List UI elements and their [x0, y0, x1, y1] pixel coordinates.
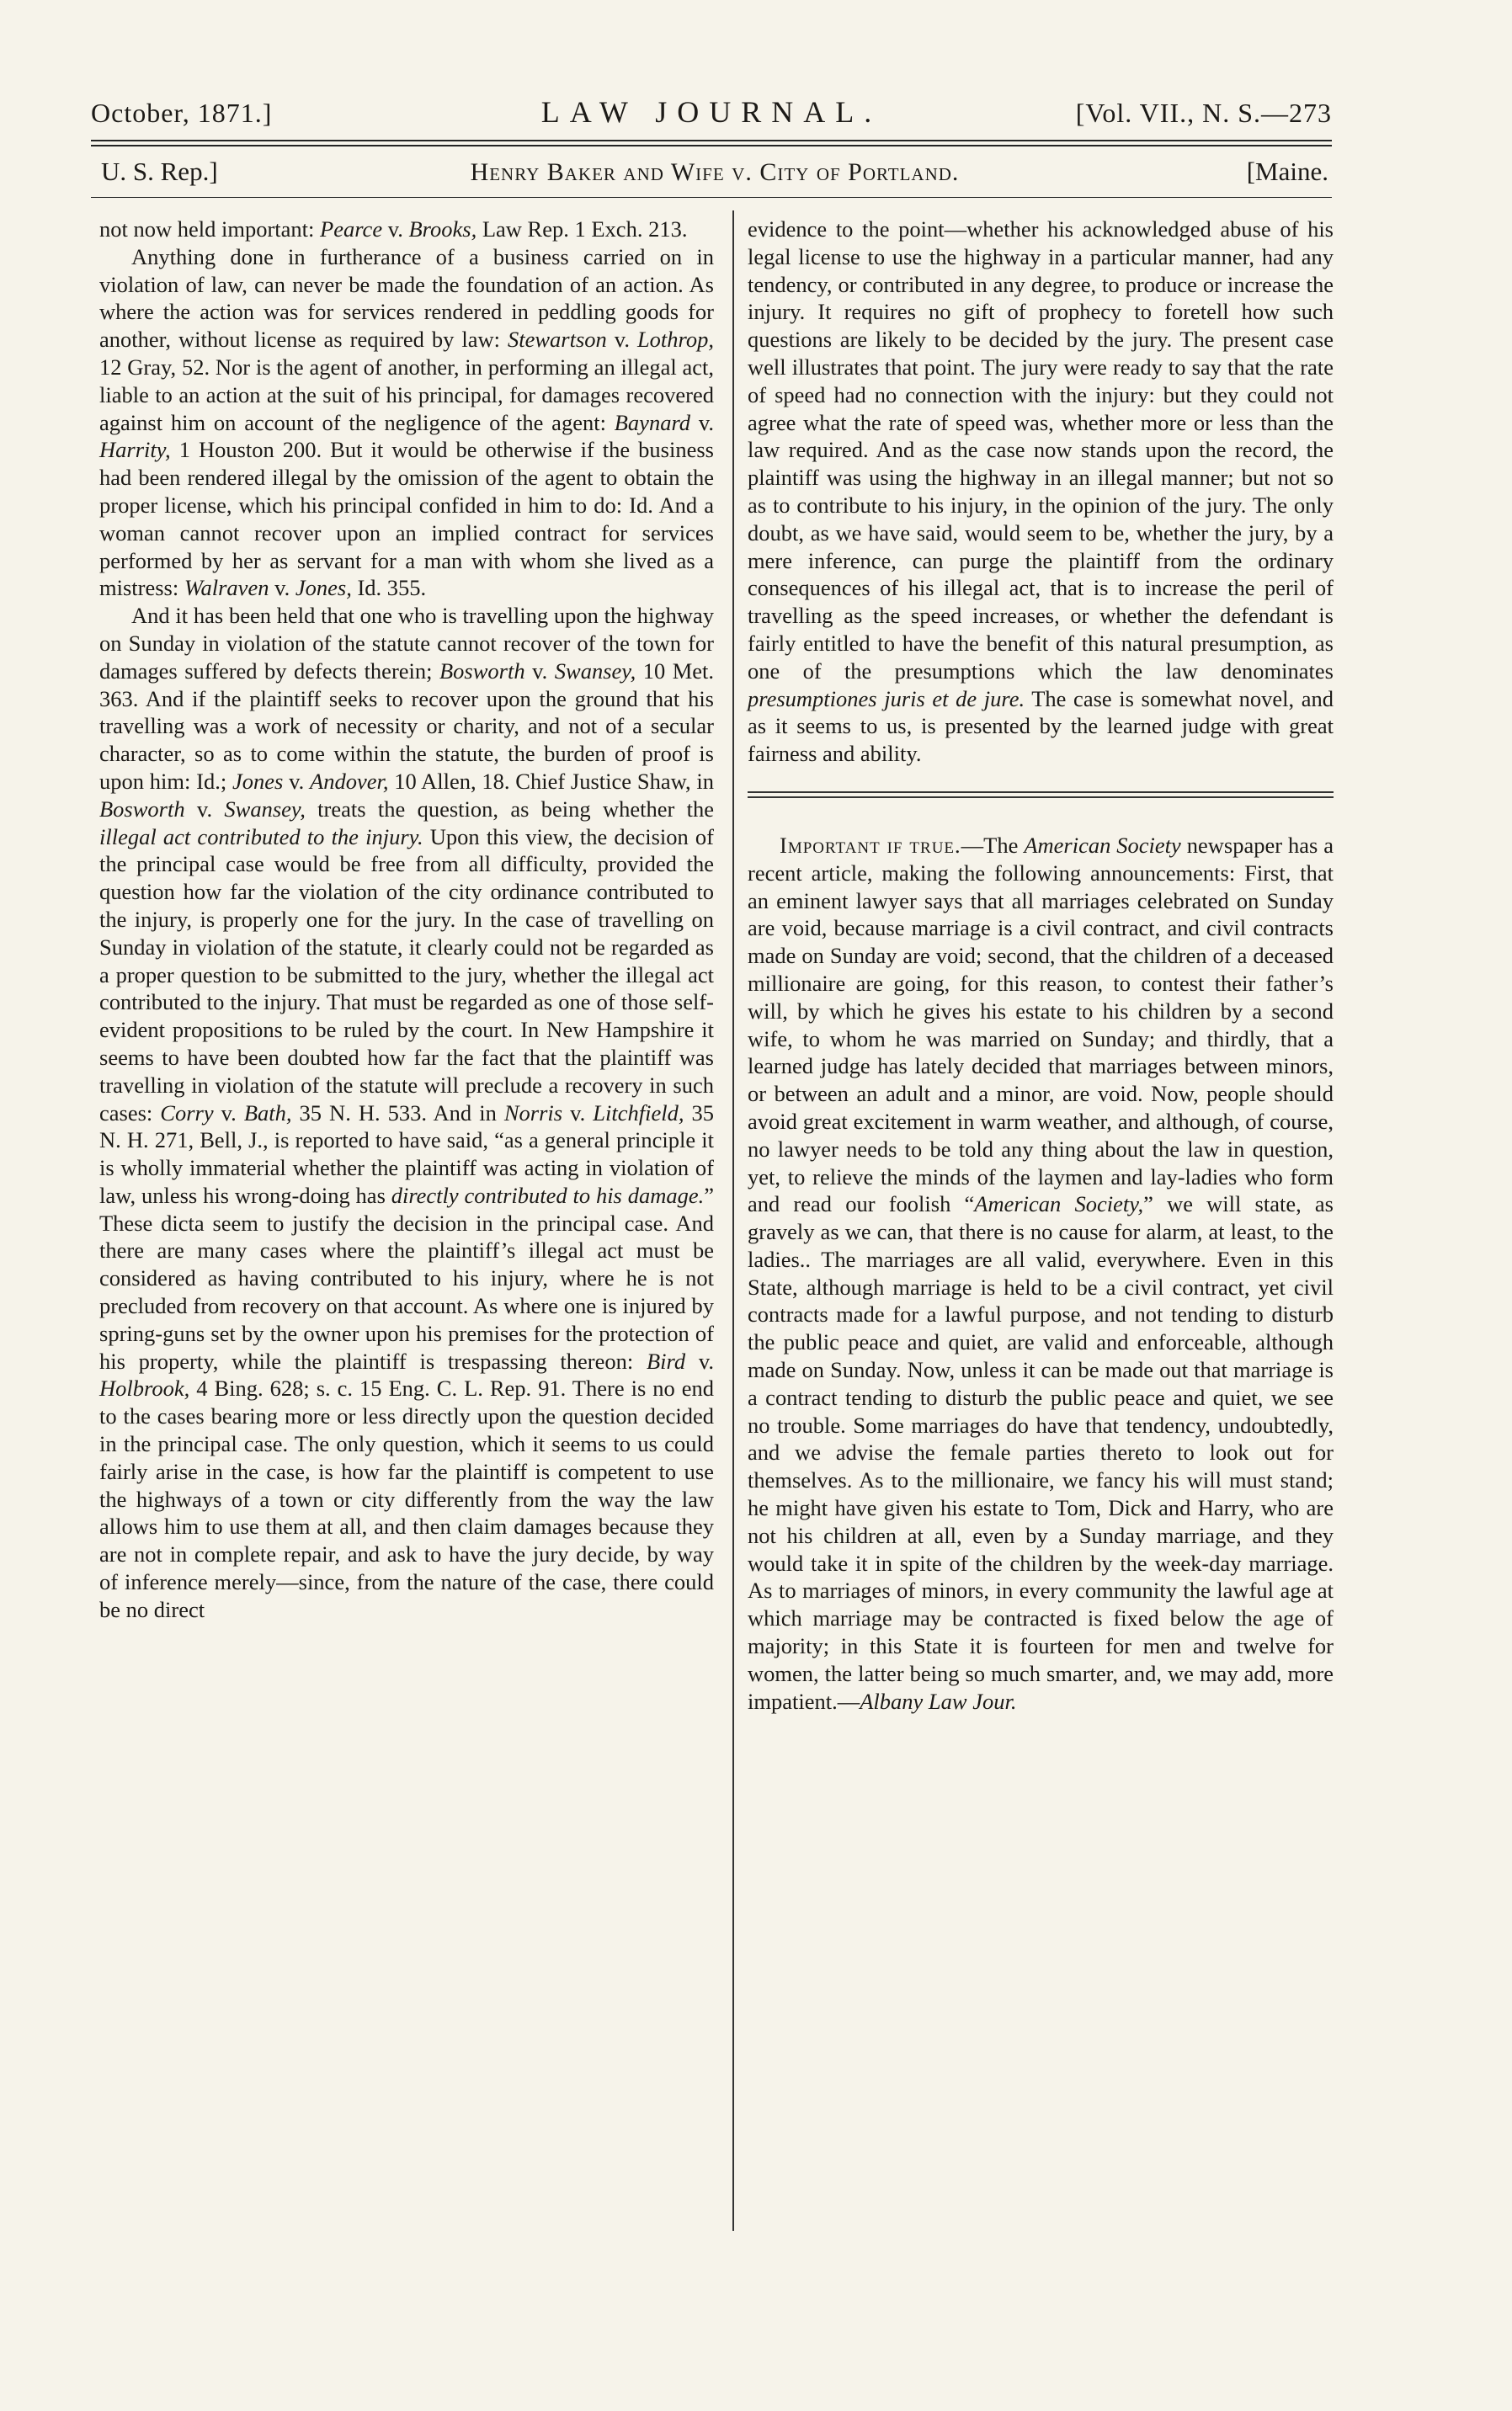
text-run: v. [283, 768, 311, 794]
case-name: Jones, [295, 575, 352, 601]
text-run: 10 Allen, 18. Chief Justice Shaw, in [388, 768, 715, 794]
text-run: 4 Bing. 628; s. c. 15 Eng. C. L. Rep. 91. There is no end to the cases bearing more or less directly upon the question decided in the principal case. The only question, which it seems to us could fairly arise in the case, is how far the plaintiff is competent to use the highways of a town or city differently from the way the law allows him to use them at all, and then claim damages because they are not in complete repair, and ask to have the jury decide, by way of inference merely—since, from the nature of the case, there could be no direct [99, 1376, 714, 1622]
case-name: Bird [646, 1348, 686, 1374]
header-rule-top [91, 140, 1332, 141]
emphasis: illegal act contributed to the injury. [99, 823, 423, 849]
text-run: Upon this view, the decision of the principal case would be free from all difficulty, provided the question how far the violation of the city ordinance contributed to the injury, is properly one for the jury. In the case of travelling on Sunday in violation of the statute, it clearly could not be regarded as a proper question to be submitted to the jury, whether the illegal act contributed to the injury. That must be regarded as one of those self-evident propositions to be ruled by the court. In New Hampshire it seems to have been doubted how far the fact that the plaintiff was travelling in violation of the statute will preclude a recovery in such cases: [99, 823, 714, 1126]
case-court: U. S. Rep.] [101, 157, 218, 186]
text-run: v. [382, 216, 409, 242]
text-run: treats the question, as being whether the [305, 796, 715, 822]
text-run: not now held important: [99, 216, 321, 242]
case-name: Bosworth [99, 796, 185, 822]
text-run: Law Rep. 1 Exch. 213. [476, 216, 688, 242]
text-run: evidence to the point—whether his acknowledged abuse of his legal license to use the highway in a particular manner, had any tendency, or contributed in any degree, to produce or increase the injury. It requires no gift of prophecy to foretell how such questions are likely to be decided by the jury. The present case well illustrates that point. The jury were ready to say that the rate of speed had no connection with the injury: but they could not agree what the rate of speed was, whether more or less than the law required. And as the case now stands upon the record, the plaintiff was using the highway in an illegal manner; but not so as to contribute to his injury, in the opinion of the jury. The only doubt, as we have said, would seem to be, whether the jury, by a mere inference, can purge the plaintiff from the ordinary consequences of his illegal act, that is to increase the peril of travelling as the speed increases, or whether the defendant is fairly entitled to have the benefit of this natural presumption, as one of the presumptions which the law denominates [748, 216, 1334, 684]
text-run: v. [690, 409, 714, 435]
text-run: v. [685, 1348, 715, 1374]
case-name: Pearce [320, 216, 383, 242]
publication-name: American Society, [974, 1191, 1144, 1217]
text-run: The case is somewhat novel, and as it seems to us, is presented by the learned judge with great fairness and ability. [748, 685, 1334, 767]
case-name: Walraven [184, 575, 269, 601]
text-run: 35 N. H. 271, Bell, J., is reported to have said, “as a general principle it is wholly immaterial whether the plaintiff was acting in violation of law, unless his wrong-doing has [99, 1099, 715, 1208]
text-run: Anything done in furtherance of a business carried on in violation of law, can never be made the foundation of an action. As where the action was for services rendered in peddling goods for another, without license as required by law: [99, 243, 714, 353]
latin-phrase: presumptiones juris et de jure. [748, 685, 1025, 711]
text-run: —The [961, 832, 1025, 858]
paragraph-illegal-business [99, 243, 714, 602]
article-title: Important if true. [780, 832, 961, 858]
paragraph-sunday-travel [99, 602, 714, 1623]
case-name: Swansey, [224, 796, 306, 822]
case-name: Andover, [310, 768, 389, 794]
text-run: ” These dicta seem to justify the decision in the principal case. And there are many cases where the plaintiff’s illegal act must be considered as having contributed to his injury, where he is not precluded from recovery on that account. As where one is injured by spring-guns set by the owner upon his premises for the protection of his property, while the plaintiff is trespassing thereon: [99, 1182, 714, 1374]
text-run: ” we will state, as gravely as we can, that there is no cause for alarm, at least, to the ladies.. The marriages are all valid, everywhere. Even in this State, although marriage is held to be a civil contract, yet civil contracts made for a lawful purpose, and not tending to disturb the public peace and quiet, are valid and enforceable, although made on Sunday. Now, unless it can be made out that marriage is a contract tending to disturb the public peace and quiet, we see no trouble. Some marriages do have that tendency, undoubtedly, and we advise the female parties thereto to look out for themselves. As to the millionaire, we fancy his will must stand; he might have given his estate to Tom, Dick and Harry, who are not his children at all, even by a Sunday marriage, and they would take it in spite of the children by the week-day marriage. As to marriages of minors, in every community the lawful age at which marriage may be contracted is fixed below the age of majority; in this State it is fourteen for men and twelve for women, the latter being so much smarter, and, we may add, more impatient.— [748, 1191, 1334, 1714]
left-column [99, 216, 714, 1624]
case-name: Litchfield, [593, 1099, 684, 1126]
case-name: Bath, [243, 1099, 292, 1126]
case-title: Henry Baker and Wife v. City of Portland. [470, 158, 960, 186]
case-name: Stewartson [508, 327, 607, 353]
text-run: 12 Gray, 52. Nor is the agent of another, in performing an illegal act, liable to an action at the suit of his principal, for damages recovered against him on account of the negligence of the agent: [99, 354, 714, 435]
text-run: newspaper has a recent article, making the following announcements: First, that an eminent lawyer says that all marriages celebrated on Sunday are void, because marriage is a civil contract, and civil contracts made on Sunday are void; second, that the children of a deceased millionaire are going, for this reason, to contest their father’s will, by which he gives his estate to his children by a second wife, to whom he was married on Sunday; and thirdly, that a learned judge has lately decided that marriages between minors, or between an adult and a minor, are void. Now, people should avoid great excitement in warm weather, and although, of course, no lawyer needs to be told any thing about the law in question, yet, to relieve the minds of the laymen and lay-ladies who form and read our foolish “ [748, 832, 1334, 1217]
text-run: v. [269, 575, 295, 601]
text-run: v. [562, 1099, 594, 1126]
case-header [101, 157, 1328, 192]
case-name: Harrity, [99, 437, 171, 463]
section-divider [748, 791, 1334, 798]
text-run: 35 N. H. 533. And in [291, 1099, 504, 1126]
text-run: v. [606, 327, 637, 353]
paragraph-continuation-right [748, 216, 1334, 768]
right-column [748, 216, 1334, 1715]
text-run: Id. 355. [351, 575, 427, 601]
case-name: Lothrop, [636, 327, 714, 353]
text-run: 1 Houston 200. But it would be otherwise if the business had been rendered illegal by the omission of the agent to obtain the proper license, which his principal confided in him to do: Id. And a woman cannot recover upon an implied contract for services performed by her as servant for a man with whom she lived as a mistress: [99, 437, 714, 601]
text-run: And it has been held that one who is travelling upon the highway on Sunday in violation of the statute cannot recover of the town for damages suffered by defects therein; [99, 603, 714, 684]
text-run: v. [184, 796, 225, 822]
case-name: Bosworth [439, 657, 525, 684]
emphasis: directly contributed to his damage. [391, 1182, 705, 1208]
case-name: Corry [160, 1099, 214, 1126]
header-rule-bottom [91, 145, 1332, 146]
case-state: [Maine. [1246, 157, 1328, 186]
case-name: Holbrook, [99, 1376, 190, 1402]
case-name: Brooks, [408, 216, 477, 242]
column-divider [732, 210, 734, 2231]
text-run: 10 Met. 363. And if the plaintiff seeks to recover upon the ground that his travelling was a work of necessity or charity, and not of a secular character, so as to come within the statute, the burden of proof is upon him: Id.; [99, 657, 715, 794]
article-important-if-true [748, 832, 1334, 1716]
header-volume-page: [Vol. VII., N. S.—273 [1075, 98, 1332, 128]
case-name: Swansey, [554, 657, 636, 684]
text-run: v. [524, 657, 555, 684]
article-source: Albany Law Jour. [860, 1688, 1017, 1714]
case-name: Norris [503, 1099, 563, 1126]
header-date: October, 1871.] [91, 98, 273, 128]
text-run: v. [213, 1099, 244, 1126]
journal-title: LAW JOURNAL. [540, 95, 882, 129]
running-header [91, 94, 1332, 133]
publication-name: American Society [1024, 832, 1181, 858]
case-header-rule [91, 197, 1332, 198]
case-name: Baynard [614, 409, 691, 435]
paragraph-continuation [99, 216, 714, 243]
case-name: Jones [232, 768, 284, 794]
